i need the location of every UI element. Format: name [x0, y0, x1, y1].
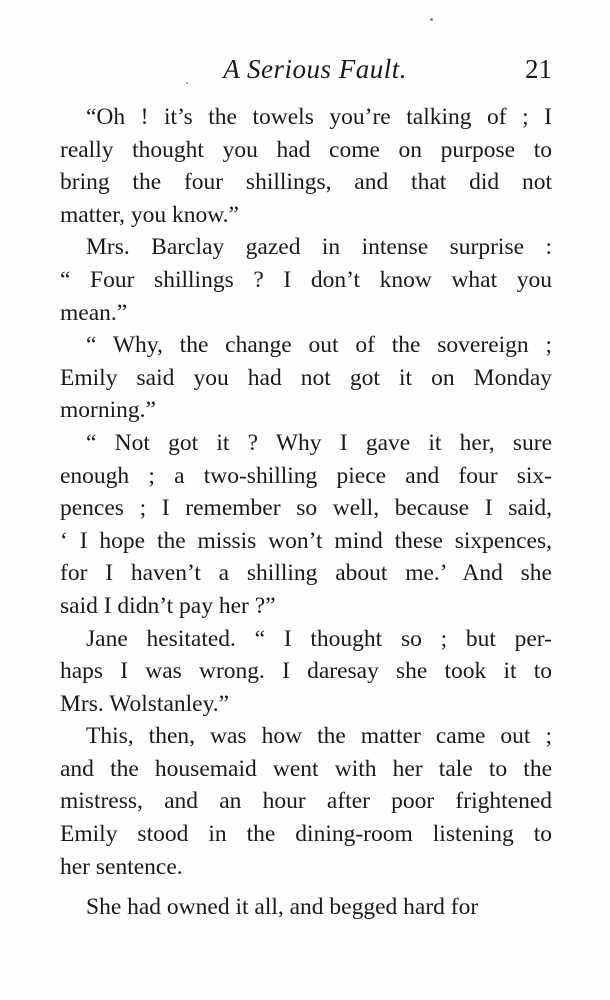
text-line: Emily said you had not got it on Monday	[60, 364, 552, 391]
paragraph	[60, 329, 552, 427]
text-line: Emily stood in the dining-room listening to	[60, 821, 552, 848]
text-line: Mrs. Barclay gazed in intense surprise :	[86, 234, 552, 261]
text-line: Jane hesitated. “ I thought so ; but per-	[86, 625, 552, 652]
print-speck	[430, 18, 433, 21]
text-line: enough ; a two-shilling piece and four six-	[60, 462, 552, 489]
paragraph-gap	[60, 883, 552, 891]
text-line: “ Not got it ? Why I gave it her, sure	[86, 429, 552, 456]
text-line: “Oh ! it’s the towels you’re talking of ; I	[86, 104, 552, 130]
page-number: 21	[525, 54, 552, 84]
paragraph	[60, 101, 552, 231]
text-line: pences ; I remember so well, because I said,	[60, 495, 552, 522]
text-line: ‘ I hope the missis won’t mind these sixpences,	[60, 527, 552, 554]
text-line: and the housemaid went with her tale to the	[60, 755, 552, 782]
text-line: mean.”	[60, 299, 128, 326]
text-line: “ Four shillings ? I don’t know what you	[60, 266, 552, 293]
paragraph	[60, 231, 552, 329]
paragraph	[60, 623, 552, 721]
text-line: matter, you know.”	[60, 201, 239, 228]
running-head	[60, 54, 552, 88]
text-line: Mrs. Wolstanley.”	[60, 690, 230, 717]
text-line: haps I was wrong. I daresay she took it to	[60, 658, 552, 685]
paragraph	[60, 891, 552, 924]
text-line: This, then, was how the matter came out ;	[86, 723, 552, 750]
body-text	[60, 101, 552, 924]
text-line: She had owned it all, and begged hard for	[86, 894, 479, 921]
text-line: morning.”	[60, 397, 156, 424]
text-line: for I haven’t a shilling about me.’ And she	[60, 560, 552, 587]
text-line: her sentence.	[60, 853, 183, 880]
text-line: bring the four shillings, and that did not	[60, 169, 552, 196]
text-line: said I didn’t pay her ?”	[60, 592, 276, 619]
text-line: mistress, and an hour after poor frightened	[60, 788, 552, 815]
text-line: really thought you had come on purpose to	[60, 136, 552, 163]
running-title: A Serious Fault.	[223, 54, 407, 84]
paragraph	[60, 720, 552, 883]
text-line: “ Why, the change out of the sovereign ;	[86, 332, 552, 359]
paragraph	[60, 427, 552, 623]
